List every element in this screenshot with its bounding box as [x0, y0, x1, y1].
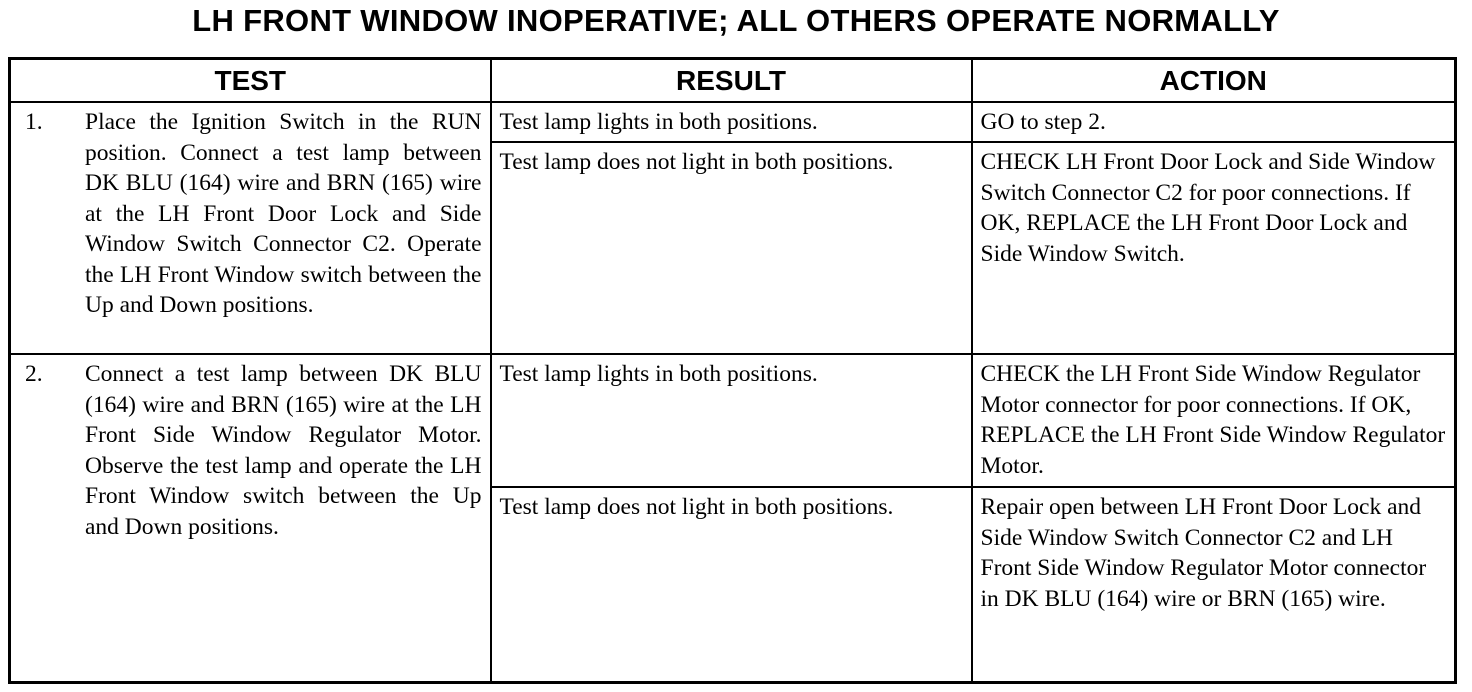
step-2-number: 2. — [25, 361, 43, 387]
page-title: LH FRONT WINDOW INOPERATIVE; ALL OTHERS OPERATE NORMALLY — [192, 3, 1280, 38]
step-1-action-1 — [972, 102, 1456, 142]
header-test: TEST — [10, 59, 491, 103]
step-2-result-2-text: Test lamp does not light in both positions. — [499, 494, 894, 520]
header-action: ACTION — [972, 59, 1456, 103]
step-1-action-1-text: GO to step 2. — [980, 109, 1106, 135]
step-2-result-1-text: Test lamp lights in both positions. — [499, 361, 818, 387]
table-row — [10, 354, 1456, 487]
step-2-action-2 — [972, 487, 1456, 683]
step-1-action-2 — [972, 142, 1456, 354]
step-2-test-text: Connect a test lamp between DK BLU (164) wire and BRN (165) wire at the LH Front Side Window Regulator Motor. Observe the test lamp and operate the LH Front Window switch between the Up and Down positions. — [85, 361, 482, 540]
step-1-test-text: Place the Ignition Switch in the RUN position. Connect a test lamp between DK BLU (164) wire and BRN (165) wire at the LH Front Door Lock and Side Window Switch Connector C2. Operate the LH Front Window switch between the Up and Down positions. — [85, 109, 482, 318]
step-2-test-cell — [10, 354, 491, 683]
step-2-result-2 — [491, 487, 972, 683]
header-row — [10, 59, 1456, 103]
step-2-action-2-text: Repair open between LH Front Door Lock and Side Window Switch Connector C2 and LH Front Side Window Regulator Motor connector in DK BLU (164) wire or BRN (165) wire. — [980, 494, 1427, 612]
diagnostic-table — [8, 57, 1457, 684]
step-1-result-2-text: Test lamp does not light in both positions. — [499, 149, 894, 175]
header-result: RESULT — [491, 59, 972, 103]
step-1-action-2-text: CHECK LH Front Door Lock and Side Window Switch Connector C2 for poor connections. If OK, REPLACE the LH Front Door Lock and Side Window Switch. — [980, 149, 1436, 267]
step-1-result-1-text: Test lamp lights in both positions. — [499, 109, 818, 135]
step-1-test-cell — [10, 102, 491, 354]
step-1-number: 1. — [25, 109, 43, 135]
step-2-action-1-text: CHECK the LH Front Side Window Regulator Motor connector for poor connections. If OK, REPLACE the LH Front Side Window Regulator Motor. — [980, 361, 1446, 479]
table-row — [10, 102, 1456, 142]
step-2-result-1 — [491, 354, 972, 487]
step-1-result-1 — [491, 102, 972, 142]
step-2-action-1 — [972, 354, 1456, 487]
step-1-result-2 — [491, 142, 972, 354]
